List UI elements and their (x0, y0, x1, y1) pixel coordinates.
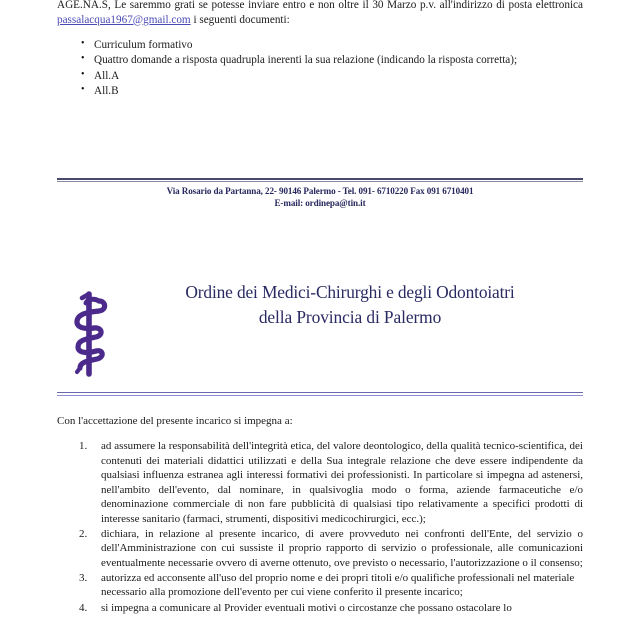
list-item: • Curriculum formativo (94, 38, 583, 52)
required-documents-list (57, 38, 583, 98)
letterhead (57, 272, 583, 380)
list-item: dichiara, in relazione al presente incarico, di avere provveduto nei confronti dell'Ente, del servizio o dell'Amministrazione con cui sussiste il proprio rapporto di servizio o professionale, alle comunicazioni eventualmente necessarie ovvero di averne ottenuto, ove previsto o necessario, l'autorizzazione o il consenso; (101, 527, 583, 569)
letterhead-title-line-1: Ordine dei Medici-Chirurghi e degli Odontoiatri (185, 282, 515, 302)
letterhead-title-line-2: della Provincia di Palermo (258, 307, 442, 327)
commitments-list (57, 439, 583, 615)
email-link[interactable]: passalacqua1967@gmail.com (57, 13, 191, 26)
list-item: si impegna a comunicare al Provider eventuali motivi o circostanze che possano ostacolare lo (101, 601, 512, 614)
letterhead-title (123, 280, 583, 330)
commitments-intro: Con l'accettazione del presente incarico si impegna a: (57, 414, 293, 427)
list-item: • All.B (94, 84, 583, 98)
footer-address: Via Rosario da Partanna, 22- 90146 Palermo - Tel. 091- 6710220 Fax 091 6710401 (166, 186, 474, 197)
footer-email: E-mail: ordinepa@tin.it (274, 197, 366, 208)
page-2 (0, 272, 640, 616)
closing-paragraph (57, 0, 583, 27)
footer-divider (57, 178, 583, 182)
page-1-footer (57, 178, 583, 210)
closing-paragraph-line-1: AGE.NA.S, Le saremmo grati se potesse inviare entro e non oltre il 30 Marzo p.v. all'indirizzo di (57, 0, 505, 11)
closing-paragraph-line-2: posta elettronica (508, 0, 583, 11)
rod-of-asclepius-icon (57, 280, 123, 380)
letterhead-divider (57, 392, 583, 396)
list-item: • All.A (94, 69, 583, 83)
page-1 (0, 0, 640, 208)
closing-paragraph-line-3: i seguenti documenti: (193, 13, 290, 26)
list-item: autorizza ed acconsente all'uso del proprio nome e dei propri titoli e/o qualifiche professionali nel materiale necessario alla promozione dell'evento per cui viene conferito il presente incarico; (101, 571, 575, 599)
list-item: ad assumere la responsabilità dell'integrità etica, del valore deontologico, della qualità tecnico-scientifica, dei contenuti dei materiali didattici utilizzati e della Sua integrale relazione che deve essere indipendente da qualsiasi influenza estranea agli interessi formativi dei professionisti. In particolare si impegna ad astenersi, nell'ambito dell'evento, dal nominare, in qualsivoglia modo o forma, aziende farmaceutiche e/o denominazione commerciale di non fare pubblicità di qualsiasi tipo relativamente a specifici prodotti di interesse sanitario (farmaci, strumenti, dispositivi medicochirurgici, ecc.); (101, 440, 583, 525)
list-item: • Quattro domande a risposta quadrupla inerenti la sua relazione (indicando la risposta corretta); (94, 53, 583, 67)
